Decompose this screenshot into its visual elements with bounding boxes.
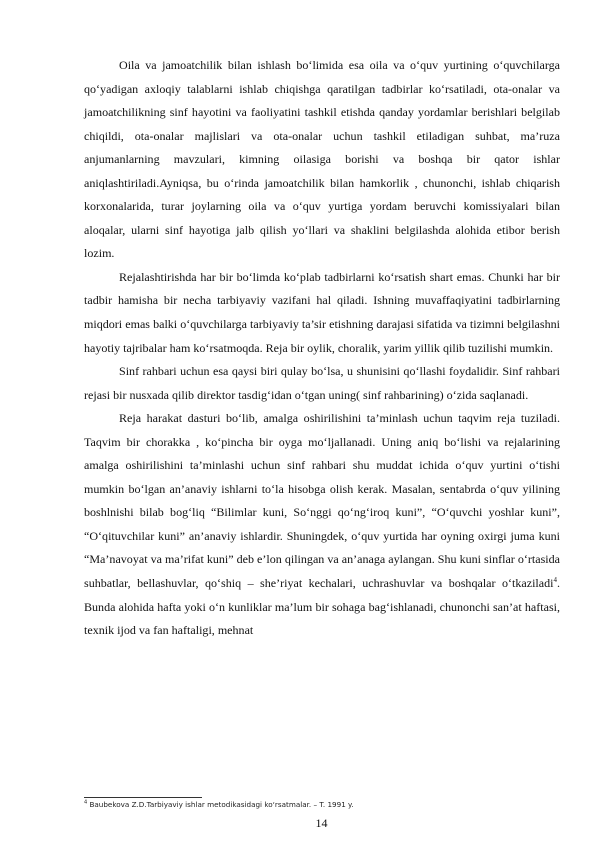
calendar-plan-text-end: . Bunda alohida hafta yoki o‘n kunliklar ma’lum bir sohaga bag‘ishlanadi, chunonchi san’at haftasi, texnik ijod va fan haftaligi, mehnat (84, 576, 560, 638)
paragraph-calendar-plan (84, 407, 560, 642)
footnote-reference[interactable]: 4 (553, 576, 557, 585)
footnote-number: 4 (84, 799, 88, 806)
paragraph-family-community: Oila va jamoatchilik bilan ishlash bo‘limida esa oila va o‘quv yurtining o‘quvchilarga qo‘yadigan axloqiy talablarni ishlab chiqishga qaratilgan tadbirlar ko‘rsatiladi, ota-onalar va jamoatchilikning sinf hayotini va faoliyatini tashkil etishda qanday yordamlar berishlari belgilab chiqildi, ota-onalar majlislari va ota-onalar uchun tashkil etiladigan suhbat, ma’ruza anjumanlarning mavzulari, kimning oilasiga borishi va boshqa bir qator ishlar aniqlashtiriladi.Ayniqsa, bu o‘rinda jamoatchilik bilan hamkorlik , chunonchi, ishlab chiqarish korxonalarida, turar joylarning oila va o‘quv yurtiga yordam beruvchi komissiyalari bilan aloqalar, ularni sinf hayotiga jalb qilish yo‘llari va shaklini belgilashda alohida etibor berish lozim. (84, 58, 560, 261)
body-text (84, 54, 560, 643)
page-number: 14 (315, 816, 328, 830)
footnote-divider (84, 797, 202, 798)
paragraph-class-leader-plan: Sinf rahbari uchun esa qaysi biri qulay bo‘lsa, u shunisini qo‘llashi foydalidir. Sinf rahbari rejasi bir nusxada qilib direktor tasdig‘idan o‘tgan uning( sinf rahbarining) o‘zida saqlanadi. (84, 364, 560, 402)
footnote-text: Baubekova Z.D.Tarbiyaviy ishlar metodikasidagi ko‘rsatmalar. – T. 1991 y. (87, 800, 354, 809)
paragraph-planning-sections: Rejalashtirishda har bir bo‘limda ko‘plab tadbirlarni ko‘rsatish shart emas. Chunki har bir tadbir hamisha bir necha tarbiyaviy vazifani hal qiladi. Ishning muvaffaqiyatini tadbirlarning miqdori emas balki o‘quvchilarga tarbiyaviy ta’sir etishning darajasi sifatida va tizimni belgilashni hayotiy tajribalar ham ko‘rsatmoqda. Reja bir oylik, choralik, yarim yillik qilib tuzilishi mumkin. (84, 269, 560, 355)
footnote (84, 800, 560, 810)
calendar-plan-text-start: Reja harakat dasturi bo‘lib, amalga oshirilishini ta’minlash uchun taqvim reja tuziladi. Taqvim bir chorakka , ko‘pincha bir oyga mo‘ljallanadi. Uning aniq bo‘lishi va rejalarining amalga oshirilishini ta’minlashi uchun sinf rahbari shu muddat ichida o‘quv yurtini o‘tishi mumkin bo‘lgan an’anaviy ishlarni to‘la hisobga olish kerak. Masalan, sentabrda o‘quv yilining boshlnishi bilab bog‘liq “Bilimlar kuni, So‘nggi qo‘ng‘iroq kuni”, “O‘quvchi yoshlar kuni”, “O‘qituvchilar kuni” an’anaviy ishlardir. Shuningdek, o‘quv yurtida har oyning oxirgi juma kuni “Ma’navoyat va ma’rifat kuni” deb e’lon qilingan va an’anaga aylangan. Shu kuni sinflar o‘rtasida suhbatlar, bellashuvlar, qo‘shiq – she’riyat kechalari, uchrashuvlar va boshqalar o‘tkaziladi (84, 411, 560, 591)
